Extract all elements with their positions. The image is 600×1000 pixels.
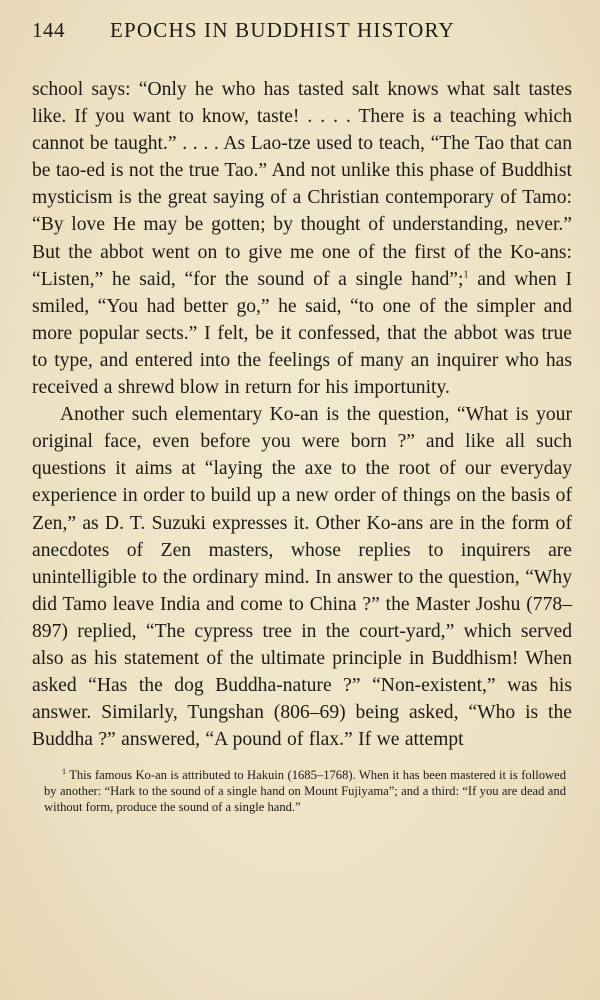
footnote-text: This famous Ko-an is attributed to Hakuin (1685–1768). When it has been mastered it is followed by another: “Hark to the sound of a single hand on Mount Fujiyama”; and a third: “If you are dead and without form, produce the sound of a single hand.” (44, 768, 567, 815)
paragraph-1-text-a: school says: “Only he who has tasted salt knows what salt tastes like. If you want to know, taste! . . . . There is a teaching which cannot be taught.” . . . . As Lao-tze used to teach, “The Tao that can be tao-ed is not the true Tao.” And not unlike this phase of Buddhist mysticism is the great saying of a Christian contemporary of Tamo: “By love He may be gotten; by thought of understanding, never.” But the abbot went on to give me one of the first of the Ko-ans: “Listen,” he said, “for the sound of a single hand”; (32, 79, 572, 290)
running-head (32, 18, 572, 54)
running-title: EPOCHS IN BUDDHIST HISTORY (110, 18, 455, 42)
footnote-marker: 1 (62, 767, 66, 777)
page-number: 144 (32, 18, 65, 42)
footnote-reference[interactable]: 1 (463, 269, 469, 281)
footnote-section (32, 767, 572, 815)
footnote-1 (44, 767, 566, 815)
paragraph-1-text-b: and when I smiled, “You had better go,” he said, “to one of the simpler and more popular sects.” I felt, be it confessed, that the abbot was true to type, and entered into the feelings of many an inquirer who has received a shrewd blow in return for his importunity. (32, 268, 573, 399)
paragraph-1 (32, 76, 572, 401)
paragraph-2: Another such elementary Ko-an is the question, “What is your original face, even before you were born ?” and like all such questions it aims at “laying the axe to the root of our everyday experience in order to build up a new order of things on the basis of Zen,” as D. T. Suzuki expresses it. Other Ko-ans are in the form of anecdotes of Zen masters, whose replies to inquirers are unintelligible to the ordinary mind. In answer to the question, “Why did Tamo leave India and come to China ?” the Master Joshu (778–897) replied, “The cypress tree in the court-yard,” which served also as his statement of the ultimate principle in Buddhism! When asked “Has the dog Buddha-nature ?” “Non-existent,” was his answer. Similarly, Tungshan (806–69) being asked, “Who is the Buddha ?” answered, “A pound of flax.” If we attempt (32, 404, 572, 751)
body-text (32, 76, 572, 753)
